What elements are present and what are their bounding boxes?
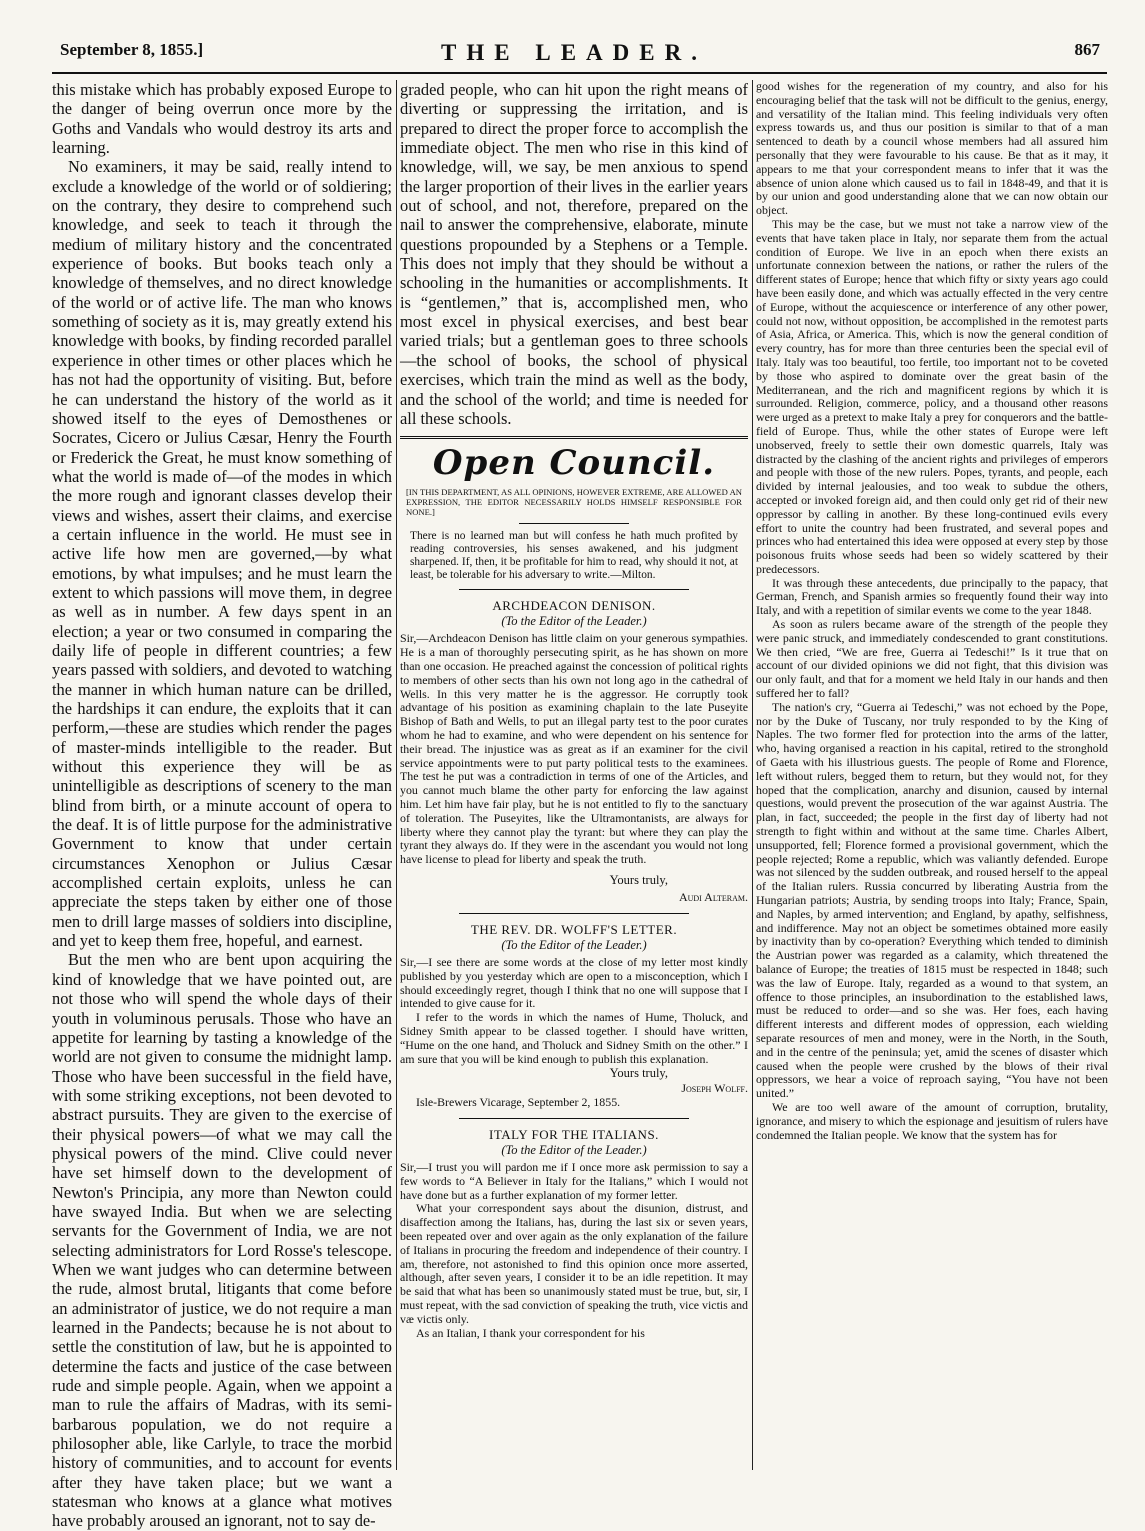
divider bbox=[459, 1118, 689, 1119]
letter-subtitle: (To the Editor of the Leader.) bbox=[501, 937, 647, 952]
epigraph-quote: There is no learned man but will confess he hath much profited by reading controversies, his senses awakened, and his judgment sharpened. If, then, it be profitable for him to read, why should it not, at least, be tolerable for his adversary to write.—Milton. bbox=[410, 530, 738, 581]
header-date: September 8, 1855.] bbox=[60, 40, 204, 59]
letter-closing: Yours truly, bbox=[609, 872, 668, 887]
open-council-heading: Open Council. bbox=[432, 443, 716, 484]
letter-body: I refer to the words in which the names of Hume, Tholuck, and Sidney Smith appear to be classed together. I should have written, “Hume on the one hand, and Tholuck and Sidney Smith on the other.” I am sure that you will be kind enough to publish this explanation. bbox=[400, 1010, 748, 1066]
paragraph: As soon as rulers became aware of the strength of the people they were panic struck, and immediately condescended to grant constitutions. We then cried, “We are free, Guerra ai Tedeschi!” Is it true that on account of our divided opinions we did not fight, that this division was our only fault, and that for a moment we held Italy in our hands and then suffered her to fall? bbox=[756, 617, 1108, 701]
letter-closing: Yours truly, bbox=[609, 1066, 668, 1081]
paragraph: graded people, who can hit upon the right means of diverting or suppressing the irritation, and is prepared to direct the proper force to accomplish the immediate object. The men who rise in this kind of knowledge, will, we say, be men anxious to spend the larger proportion of their lives in the earlier years out of school, and not, therefore, prepared on the nail to answer the comprehensive, elaborate, minute questions propounded by a Stephens or a Temple. This does not imply that they should be without a schooling in the humanities or accomplishments. It is “gentlemen,” that is, accomplished men, who most excel in physical exercises, and best bear varied trials; but a gentleman goes to three schools—the school of books, the school of physical exercises, which train the mind as well as the body, and the school of the world; and time is needed for all these schools. bbox=[400, 80, 748, 428]
newspaper-title: THE LEADER. bbox=[441, 40, 707, 65]
editorial-note: [IN THIS DEPARTMENT, AS ALL OPINIONS, HOWEVER EXTREME, ARE ALLOWED AN EXPRESSION, THE EDITOR NECESSARILY HOLDS HIMSELF RESPONSIBLE FOR NONE.] bbox=[406, 487, 742, 518]
letter-title: ITALY FOR THE ITALIANS. bbox=[489, 1127, 659, 1143]
column-divider bbox=[396, 80, 397, 1470]
letter-subtitle: (To the Editor of the Leader.) bbox=[501, 1143, 647, 1158]
paragraph: No examiners, it may be said, really intend to exclude a knowledge of the world or of soldiering; on the contrary, they desire to comprehend such knowledge, and seek to teach it through the medium of military history and the concentrated experience of books. But books teach only a knowledge of themselves, and no direct knowledge of the world or of active life. The man who knows something of society as it is, may greatly extend his knowledge with books, by finding recorded parallel experience in other times or other places which he has not had the opportunity of visiting. But, before he can understand the history of the world as it showed itself to the eyes of Demosthenes or Socrates, Cicero or Julius Cæsar, Henry the Fourth or Frederick the Great, he must know something of what the world is made of—of the modes in which the more rough and ignorant classes develop their views and wishes, assert their claims, and exercise a certain influence in the world. He must see in active life how men are governed,—by what emotions, by what impulses; and he must learn the extent to which passions will move them, in degree as well as in number. A few days spent in an election; a year or two consumed in comparing the daily life of people in different countries; a few years passed with soldiers, and devoted to watching the manner in which human nature can be drilled, the hardships it can endure, the exploits that it can perform,—these are studies which render the pages of master-minds intelligible to the reader. But without this experience they will be as unintelligible as descriptions of scenery to the man blind from birth, or a minute account of opera to the deaf. It is of little purpose for the administrative Government to know that under certain circumstances Xenophon or Julius Cæsar accomplished certain exploits, unless he can appreciate the steps taken by either one of those men to drill large masses of soldiers into discipline, and yet to keep them free, hopeful, and earnest. bbox=[52, 157, 392, 951]
letter-signature: Joseph Wolff. bbox=[681, 1081, 748, 1096]
paragraph: But the men who are bent upon acquiring the kind of knowledge that we have pointed out, are not those who will spend the whole days of their youth in voluminous perusals. Those who have an appetite for learning by tasting a knowledge of the world are not given to consume the midnight lamp. Those who have been successful in the field have, with some striking exceptions, not been devoted to abstract pursuits. They are given to the exercise of their physical powers—of what we may call the physical powers of the mind. Clive could never have set himself down to the development of Newton's Principia, any more than Newton could have swayed India. But when we are selecting servants for the Government of India, we are not selecting administrators for Lord Rosse's telescope. When we want judges who can determine between the rude, almost brutal, litigants that come before an administrator of justice, we do not require a man learned in the Pandects; because he is not about to settle the constitution of law, but he is appointed to determine the facts and justice of the case between rude and simple people. Again, when we appoint a man to rule the affairs of Madras, with its semi-barbarous population, we do not require a philosopher able, like Carlyle, to trace the morbid history of communities, and to account for events after they have taken place; but we want a statesman who knows at a glance what motives have probably aroused an ignorant, not to say de- bbox=[52, 950, 392, 1531]
letter-body: What your correspondent says about the disunion, distrust, and disaffection among the Italians, has, during the last six or seven years, been repeated over and over again as the only explanation of the failure of Italians in procuring the freedom and independence of their country. I am, therefore, not astonished to find this opinion once more asserted, although, after seven years, I consider it to be an idle repetition. It may be said that what has been so unanimously stated must be true, but, sir, I must repeat, with the sad conviction of speaking the truth, vice victis and væ victis only. bbox=[400, 1201, 748, 1326]
column-divider bbox=[752, 80, 753, 1470]
letter-title: ARCHDEACON DENISON. bbox=[492, 598, 656, 614]
letter-body: Sir,—I see there are some words at the close of my letter most kindly published by you yesterday which are open to a misconception, which I should exceedingly regret, though I think that no one will suppose that I intended to give cause for it. bbox=[400, 954, 748, 1011]
letter-title: THE REV. DR. WOLFF'S LETTER. bbox=[470, 921, 678, 937]
paragraph: We are too well aware of the amount of corruption, brutality, ignorance, and misery to which the espionage and jesuitism of rulers have condemned the Italian people. We know that the system has for bbox=[756, 1099, 1108, 1142]
divider bbox=[459, 589, 689, 590]
divider bbox=[519, 523, 629, 524]
letter-body: Sir,—I trust you will pardon me if I once more ask permission to say a few words to “A Believer in Italy for the Italians,” which I would not have done but as a further explanation of my former letter. bbox=[400, 1160, 748, 1202]
paragraph: This may be the case, but we must not take a narrow view of the events that have taken place in Italy, nor separate them from the actual condition of Europe. We live in an epoch when there exists an unfortunate connexion between the nations, or rather the rulers of the different states of Europe; hence that which fifty or sixty years ago could have been easily done, and which was actually effected in the very centre of Europe, without the acquiescence or interference of any other power, could not now, without opposition, be accomplished in the remotest parts of Asia, Africa, or America. This, which is now the general condition of every country, has for more than three centuries been the special evil of Italy. Italy was too beautiful, too fertile, too important not to be coveted by those who aspired to dominate over the great basin of the Mediterranean, and the rich and magnificent regions by which it is surrounded. Religion, commerce, policy, and a thousand other reasons were urged as a pretext to make Italy a prey for conquerors and the battle-field of Europe. Thus, while the other states of Europe were left unobserved, freely to settle their own domestic quarrels, Italy was distracted by the clashing of the ancient rights and privileges of emperors and people with those of the new rulers. Popes, tyrants, and people, each divided by internal jealousies, and too weak to subdue the others, accepted or invoked foreign aid, and then could only get rid of their new oppressor by calling in another. By these long-continued evils every effort to unite the country had been frustrated, and several popes and princes who had entertained this idea were opposed at every step by those poisonous fruits whose seeds had been so widely scattered by their predecessors. bbox=[756, 216, 1108, 576]
paragraph: this mistake which has probably exposed Europe to the danger of being overrun once more by the Goths and Vandals who would destroy its arts and learning. bbox=[52, 80, 392, 158]
letter-dateline: Isle-Brewers Vicarage, September 2, 1855. bbox=[416, 1095, 621, 1110]
page-number: 867 bbox=[1074, 40, 1100, 59]
column-2 bbox=[400, 80, 748, 1462]
paragraph: good wishes for the regeneration of my country, and also for his encouraging belief that the task will not be difficult to the genius, energy, and versatility of the Italian mind. This feeling individuals very often express towards us, and thus our position is similar to that of a man sentenced to death by a council whose members had all assured him personally that they were favourable to his cause. Be that as it may, it appears to me that your correspondent means to infer that it was the absence of union alone which caused us to fail in 1848-49, and that it is by our union and good understanding alone that we can now obtain our object. bbox=[756, 79, 1108, 218]
header-rule bbox=[52, 72, 1107, 74]
divider bbox=[459, 913, 689, 914]
paragraph: It was through these antecedents, due principally to the papacy, that German, French, and Spanish armies so frequently found their way into Italy, and with a repetition of similar events we come to the year 1848. bbox=[756, 575, 1108, 618]
letter-body: As an Italian, I thank your correspondent for his bbox=[416, 1325, 645, 1340]
letter-signature: Audi Alteram. bbox=[678, 889, 748, 904]
column-3 bbox=[756, 80, 1108, 1462]
column-1 bbox=[52, 80, 392, 1531]
letter-subtitle: (To the Editor of the Leader.) bbox=[501, 614, 647, 629]
section-rule bbox=[400, 436, 748, 439]
page-header bbox=[48, 40, 1100, 70]
paragraph: The nation's cry, “Guerra ai Tedeschi,” was not echoed by the Pope, nor by the Duke of Tuscany, nor truly responded to by the King of Naples. The two former fled for protection into the arms of the latter, who, having organised a reaction in his capital, retired to the stronghold of Gaeta with his illustrious guests. The people of Rome and Florence, left without rulers, begged them to return, but they would not, for they hoped that the complication, anarchy and disunion, caused by internal questions, would prevent the prosecution of the war against Austria. The plan, in fact, succeeded; the people in the first day of liberty had not strength to fight within and without at the same time. Charles Albert, unsupported, fell; Florence formed a provisional government, which the people rejected; Rome a republic, which was valiantly defended. Europe was not silenced by the sudden outbreak, and roused herself to the appeal of the Italian rulers. Russia concurred by liberating Austria from the Hungarian patriots; Austria, by sending troops into Italy; France, Spain, and Naples, by armed intervention; and England, by apathy, selfishness, and indifference. May not an object be sometimes obtained more easily by inactivity than by co-operation? Everything which tended to diminish the Austrian power was regarded as a calamity, which threatened the balance of Europe; the treaties of 1815 must be respected in 1848; such was the law of Europe. Italy, regarded as a wound to that system, an offence to those principles, an insubordination to the established laws, must be reduced to order—and so she was. Her foes, each having different interests and different modes of oppression, each wielding separate resources of men and money, were in the North, in the South, and in the centre of the peninsula; yet, amid the scenes of disaster which caused when the people were crushed by the blows of their rival oppressors, we hear a voice of reproach saying, “You have not been united.” bbox=[756, 699, 1108, 1101]
letter-body: Sir,—Archdeacon Denison has little claim on your generous sympathies. He is a man of thoroughly persecuting spirit, as he has shown on more than one occasion. He preached against the concession of political rights to members of other sects than his own not long ago in the cathedral of Wells. In this very matter he is the aggressor. He corruptly took advantage of his position as examining chaplain to the late Puseyite Bishop of Bath and Wells, to put an illegal party test to the poor curates whom he had to examine, and who were dependent on his sentence for their bread. The injustice was as great as if an examiner for the civil service appointments were to put party political tests to the examinees. The test he put was a contradiction in terms of one of the Articles, and you cannot much blame the other party for enforcing the law against him. Let him have fair play, but he is not entitled to fly to the sanctuary of toleration. The Puseyites, like the Ultramontanists, are always for liberty where they cannot play the tyrant: but where they can play the tyrant they always do. If they were in the ascendant you would not long have license to plead for liberty and speak the truth. bbox=[400, 631, 748, 867]
